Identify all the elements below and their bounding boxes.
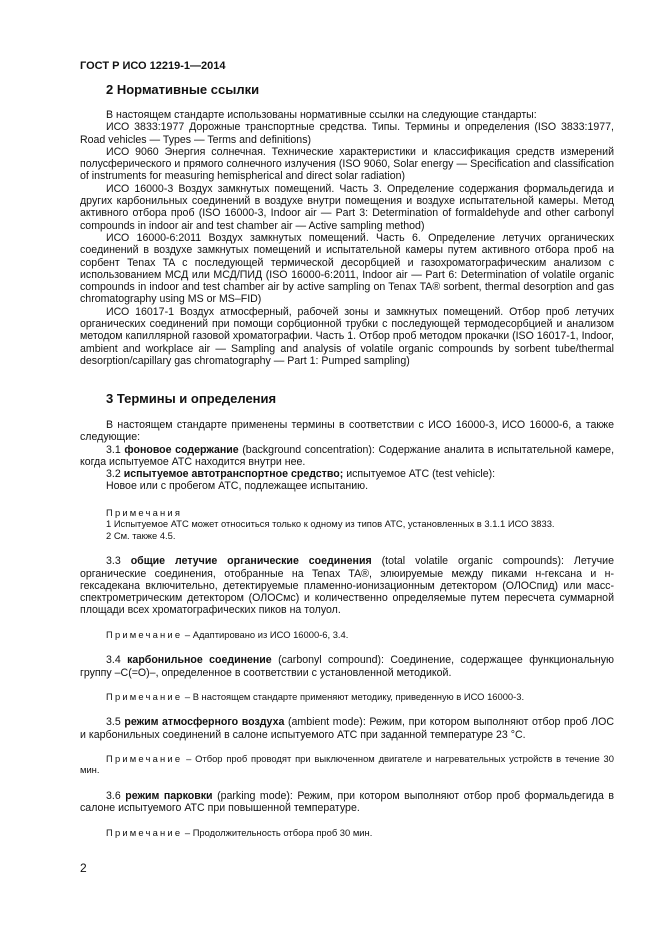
- term-3-2-definition: Новое или с пробегом АТС, подлежащее испытанию.: [106, 480, 369, 493]
- term-3-3-name: общие летучие органические соединения: [130, 555, 372, 568]
- ref-iso-16000-3: ИСО 16000-3 Воздух замкнутых помещений. Часть 3. Определение содержания формальдегида и других карбонильных соединений в воздухе внутри помещения и воздухе испытательной камеры. Метод активного отбора проб (ISO 16000-3, Indoor air — Part 3: Determination of formaldehyde and other carbonyl compounds in indoor air and test chamber air — Active sampling method): [80, 182, 614, 232]
- term-3-2: 3.2 испытуемое автотранспортное средство; испытуемое АТС (test vehicle):: [106, 468, 496, 481]
- term-3-5-name: режим атмосферного воздуха: [124, 716, 285, 729]
- ref-iso-3833: ИСО 3833:1977 Дорожные транспортные средства. Типы. Термины и определения (ISO 3833:1977, Road vehicles — Types — Terms and definitions): [80, 121, 614, 146]
- term-3-2-name: испытуемое автотранспортное средство;: [123, 468, 344, 481]
- term-3-5: 3.5 режим атмосферного воздуха (ambient mode): Режим, при котором выполняют отбор проб ЛОС и карбонильных соединений в салоне испытуемого АТС при заданной температуре 23 °C.: [80, 716, 614, 741]
- term-3-6-name: режим парковки: [125, 789, 213, 802]
- document-code: ГОСТ Р ИСО 12219-1—2014: [80, 60, 226, 72]
- section-2-body: [80, 109, 614, 367]
- term-3-3: 3.3 общие летучие органические соединения (total volatile organic compounds): Летучие органические соединения, отобранные на Tenax TA®, элюируемые между пиками н-гексана и н-гексадекана включительно, детектируемые пламенно-ионизационным детектором (ОЛОСпид) или масс-спектрометрическим детектором (ОЛОСмс) и количественно определяемые путем пересчета суммарной площади всех хроматографических пиков на толуол.: [80, 555, 614, 617]
- note-2: 2 См. также 4.5.: [106, 529, 176, 541]
- section-3-intro: В настоящем стандарте применены термины в соответствии с ИСО 16000-3, ИСО 16000-6, а также следующие:: [80, 419, 614, 444]
- note-3-4: Примечание – В настоящем стандарте применяют методику, приведенную в ИСО 16000-3.: [106, 690, 525, 702]
- section-2-intro: В настоящем стандарте использованы нормативные ссылки на следующие стандарты:: [106, 109, 537, 121]
- note-3-6: Примечание – Продолжительность отбора проб 30 мин.: [106, 826, 373, 838]
- note-3-5: Примечание – Отбор проб проводят при выключенном двигателе и нагревательных устройств в течение 30 мин.: [80, 752, 614, 776]
- section-2-title: 2 Нормативные ссылки: [106, 82, 260, 97]
- ref-iso-9060: ИСО 9060 Энергия солнечная. Технические характеристики и классификация средств измерений полусферического и прямого солнечного излучения (ISO 9060, Solar energy — Specification and classification of instruments for measuring hemispherical and direct solar radiation): [80, 145, 614, 183]
- term-3-4: 3.4 карбонильное соединение (carbonyl compound): Соединение, содержащее функциональную группу –C(=O)–, определенное в соответствии с установленной методикой.: [80, 654, 614, 679]
- ref-iso-16000-6: ИСО 16000-6:2011 Воздух замкнутых помещений. Часть 6. Определение летучих органических соединений в воздухе замкнутых помещений и испытательной камеры путем активного отбора проб на сорбент Tenax TA с последующей термической десорбцией и газохроматографическим анализом с использованием МСД или МСД/ПИД (ISO 16000-6:2011, Indoor air — Part 6: Determination of volatile organic compounds in indoor and test chamber air by active sampling on Tenax TA® sorbent, thermal desorption and gas chromatography using MS or MS–FID): [80, 231, 614, 306]
- note-3-3: Примечание – Адаптировано из ИСО 16000-6, 3.4.: [106, 628, 349, 640]
- term-3-1: 3.1 фоновое содержание (background concentration): Содержание аналита в испытательной камере, когда испытуемое АТС находится внутри нее.: [80, 443, 615, 468]
- ref-iso-16017-1: ИСО 16017-1 Воздух атмосферный, рабочей зоны и замкнутых помещений. Отбор проб летучих органических соединений при помощи сорбционной трубки с последующей термодесорбцией и анализом методом капиллярной газовой хроматографии. Часть 1. Отбор проб методом прокачки (ISO 16017-1, Indoor, ambient and workplace air — Sampling and analysis of volatile organic compounds by sorbent tube/thermal desorption/capillary gas chromatography — Part 1: Pumped sampling): [80, 305, 614, 367]
- section-3-body: [80, 419, 614, 838]
- term-3-4-name: карбонильное соединение: [127, 654, 272, 667]
- section-3-title: 3 Термины и определения: [106, 391, 277, 406]
- note-1: 1 Испытуемое АТС может относиться только к одному из типов АТС, установленных в 3.1.1 ИСО 3833.: [106, 518, 555, 530]
- term-3-6: 3.6 режим парковки (parking mode): Режим, при котором выполняют отбор проб формальдегида в салоне испытуемого АТС при повышенной температуре.: [80, 789, 615, 815]
- notes-heading: Примечания: [106, 506, 183, 518]
- term-3-1-name: фоновое содержание: [124, 443, 239, 456]
- page-number: 2: [80, 861, 87, 875]
